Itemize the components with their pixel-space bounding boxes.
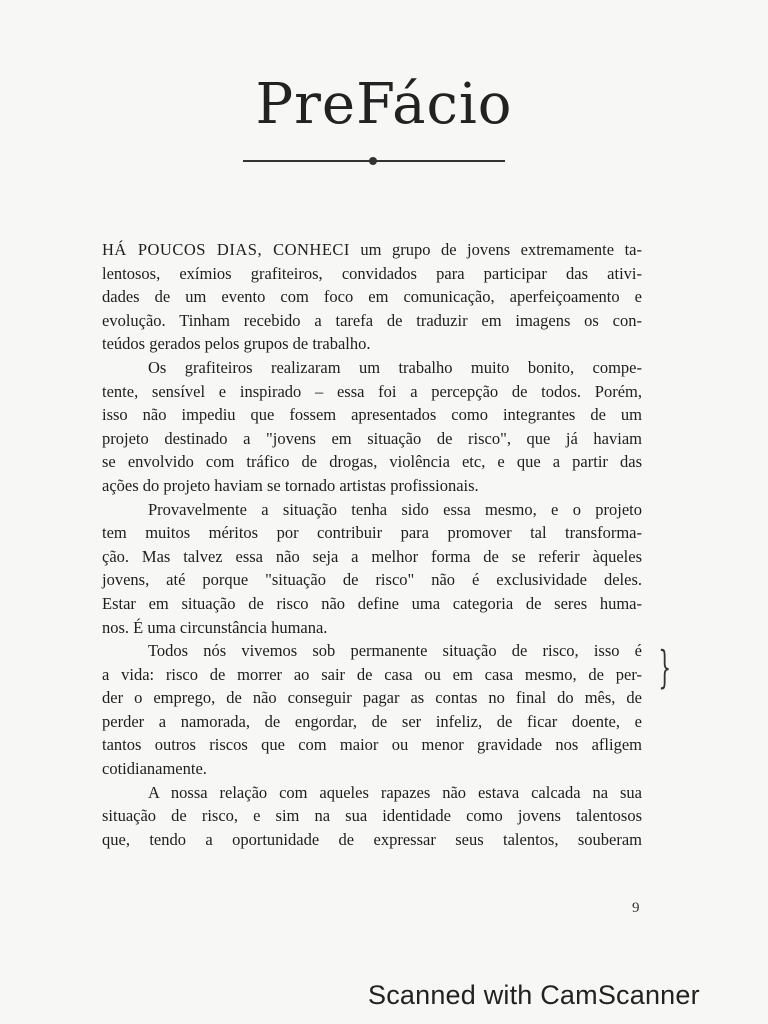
text-line: isso não impediu que fossem apresentados como integrantes de um: [102, 405, 642, 425]
text-line: tem muitos méritos por contribuir para promover tal transforma-: [102, 523, 642, 543]
text-line: se envolvido com tráfico de drogas, violência etc, e que a partir das: [102, 452, 642, 472]
text-line: A nossa relação com aqueles rapazes não estava calcada na sua: [148, 782, 642, 802]
margin-brace-mark: }: [658, 642, 672, 694]
text-line: [102, 238, 642, 262]
text-segment: um grupo de jovens extremamente ta-: [360, 240, 642, 259]
chapter-title: PreFácio: [255, 72, 513, 137]
text-line: Estar em situação de risco não define uma categoria de seres huma-: [102, 593, 642, 613]
text-line: projeto destinado a "jovens em situação de risco", que já haviam: [102, 428, 642, 448]
text-line: nos. É uma circunstância humana.: [102, 617, 328, 637]
text-line: a vida: risco de morrer ao sair de casa ou em casa mesmo, de per-: [102, 664, 642, 684]
text-line: tantos outros riscos que com maior ou menor gravidade nos afligem: [102, 735, 642, 755]
text-line: tente, sensível e inspirado – essa foi a percepção de todos. Porém,: [102, 381, 642, 401]
text-line: que, tendo a oportunidade de expressar seus talentos, souberam: [102, 829, 642, 849]
text-line: perder a namorada, de engordar, de ser infeliz, de ficar doente, e: [102, 711, 642, 731]
body-text: [102, 238, 642, 851]
lead-caps: HÁ POUCOS DIAS, CONHECI: [102, 240, 350, 259]
text-line: dades de um evento com foco em comunicação, aperfeiçoamento e: [102, 287, 642, 307]
text-line: ção. Mas talvez essa não seja a melhor forma de se referir àqueles: [102, 546, 642, 566]
text-line: Provavelmente a situação tenha sido essa mesmo, e o projeto: [148, 499, 642, 519]
text-line: Os grafiteiros realizaram um trabalho muito bonito, compe-: [148, 357, 642, 377]
text-line: cotidianamente.: [102, 759, 207, 779]
text-line: ações do projeto haviam se tornado artistas profissionais.: [102, 475, 479, 495]
title-ornament-dot: [369, 157, 377, 165]
text-line: teúdos gerados pelos grupos de trabalho.: [102, 334, 371, 354]
text-line: Todos nós vivemos sob permanente situação de risco, isso é: [148, 641, 642, 661]
text-line: evolução. Tinham recebido a tarefa de traduzir em imagens os con-: [102, 310, 642, 330]
scanner-watermark: Scanned with CamScanner: [368, 980, 700, 1010]
text-line: jovens, até porque "situação de risco" não é exclusividade deles.: [102, 570, 642, 590]
text-line: situação de risco, e sim na sua identidade como jovens talentosos: [102, 806, 642, 826]
page-number: 9: [632, 900, 640, 916]
text-line: lentosos, exímios grafiteiros, convidados para participar das ativi-: [102, 263, 642, 283]
text-line: der o emprego, de não conseguir pagar as contas no final do mês, de: [102, 688, 642, 708]
